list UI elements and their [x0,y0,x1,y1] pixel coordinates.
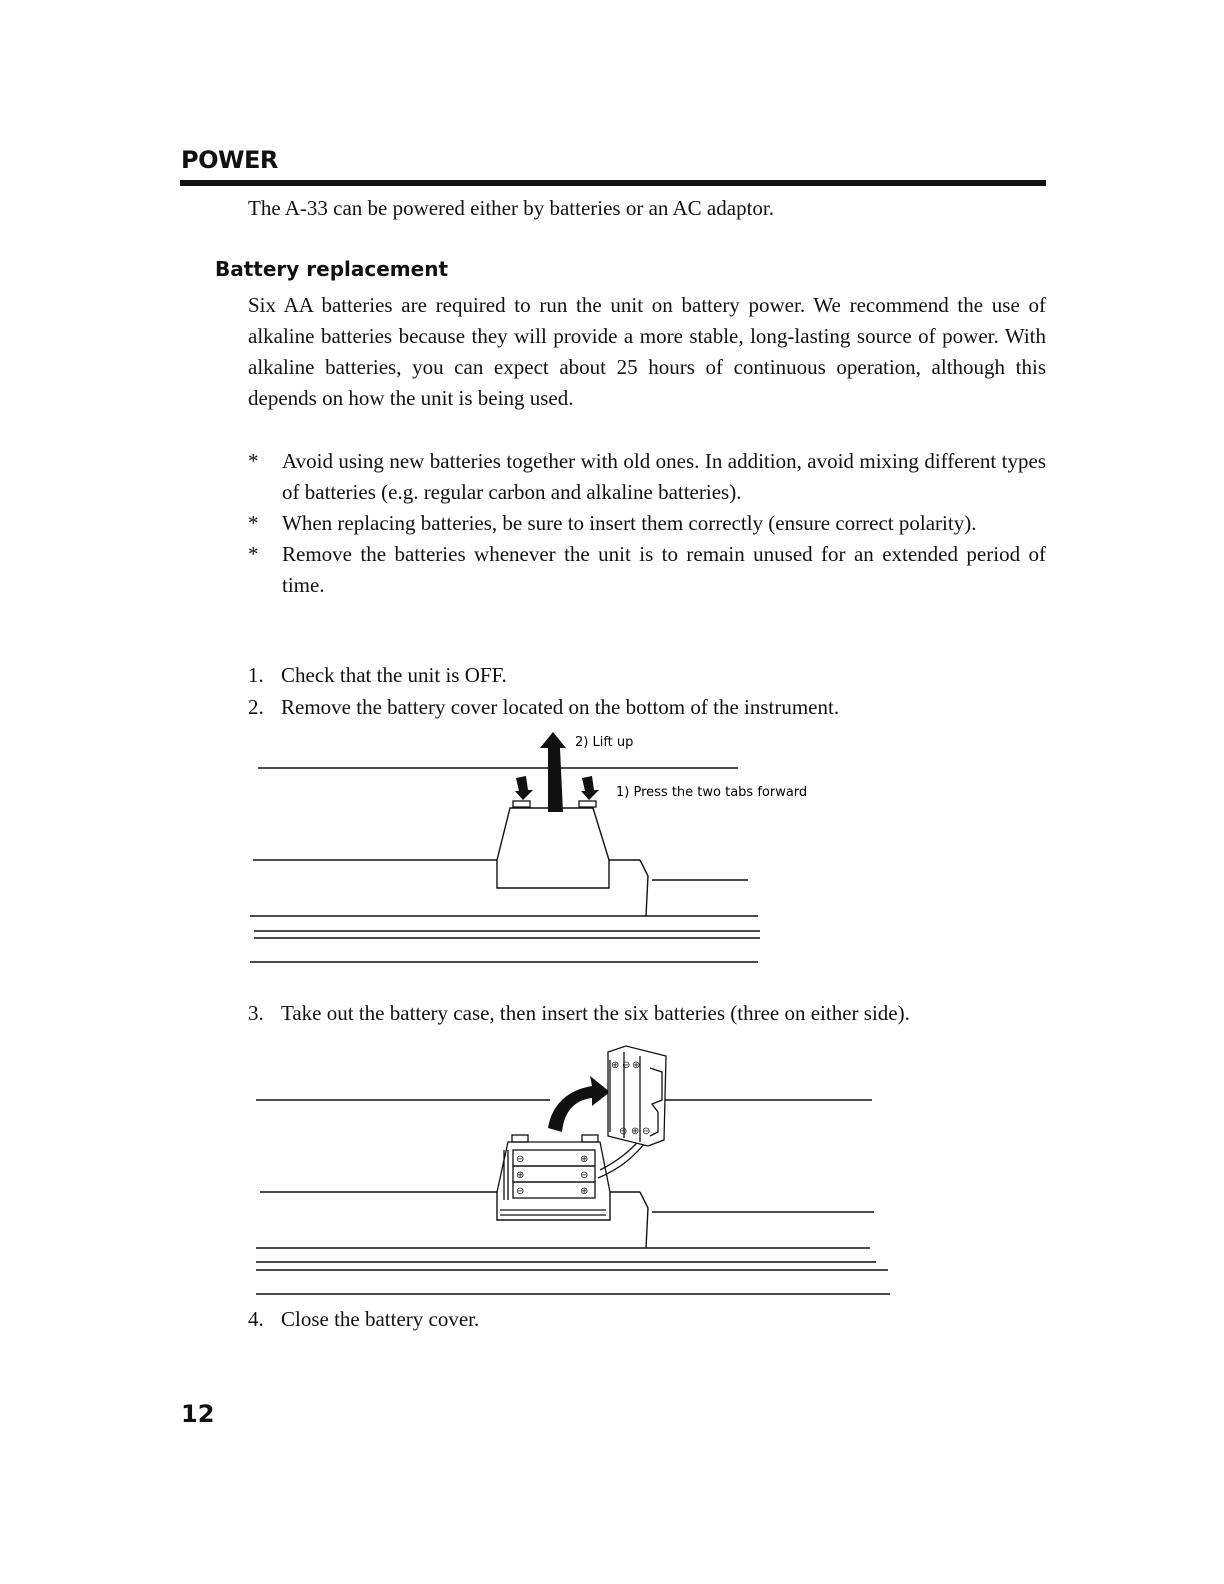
caution-text: Avoid using new batteries together with old ones. In addition, avoid mixing different types of batteries (e.g. regular carbon and alkaline batteries). [282,449,1046,504]
step-number: 1. [248,663,264,687]
step-number: 3. [248,1001,264,1025]
svg-text:⊖: ⊖ [516,1186,525,1197]
section-title: POWER [181,146,278,174]
step-text: Check that the unit is OFF. [281,663,507,687]
svg-text:⊕: ⊕ [580,1154,589,1165]
step-text: Remove the battery cover located on the bottom of the instrument. [281,695,840,719]
bullet-marker: * [248,542,259,566]
svg-text:⊖: ⊖ [642,1126,651,1137]
battery-paragraph: Six AA batteries are required to run the unit on battery power. We recommend the use of alkaline batteries because they will provide a more stable, long-lasting source of power. With alkaline batteries, you can expect about 25 hours of continuous operation, although this depends on how the unit is being used. [248,293,1046,410]
step-number: 2. [248,695,264,719]
page-number: 12 [181,1400,215,1428]
caution-text: When replacing batteries, be sure to insert them correctly (ensure correct polarity). [282,511,977,535]
step-text: Take out the battery case, then insert the six batteries (three on either side). [281,1001,910,1025]
bullet-marker: * [248,511,259,535]
bullet-marker: * [248,449,259,473]
svg-text:⊖: ⊖ [516,1154,525,1165]
caution-text: Remove the batteries whenever the unit is to remain unused for an extended period of time. [282,542,1046,597]
svg-text:⊕: ⊕ [580,1186,589,1197]
svg-text:⊕: ⊕ [631,1126,640,1137]
svg-text:⊖: ⊖ [622,1060,631,1071]
subsection-title: Battery replacement [215,257,449,281]
svg-text:⊕: ⊕ [611,1060,620,1071]
intro-text: The A-33 can be powered either by batteries or an AC adaptor. [248,196,774,220]
step-text: Close the battery cover. [281,1307,480,1331]
step-4 [248,1307,479,1332]
svg-text:⊕: ⊕ [516,1170,525,1181]
step-number: 4. [248,1307,264,1331]
press-tabs-label: 1) Press the two tabs forward [616,785,808,800]
svg-text:⊕: ⊕ [632,1060,641,1071]
svg-text:⊖: ⊖ [619,1126,628,1137]
svg-text:⊖: ⊖ [580,1170,589,1181]
lift-up-label: 2) Lift up [575,735,634,750]
